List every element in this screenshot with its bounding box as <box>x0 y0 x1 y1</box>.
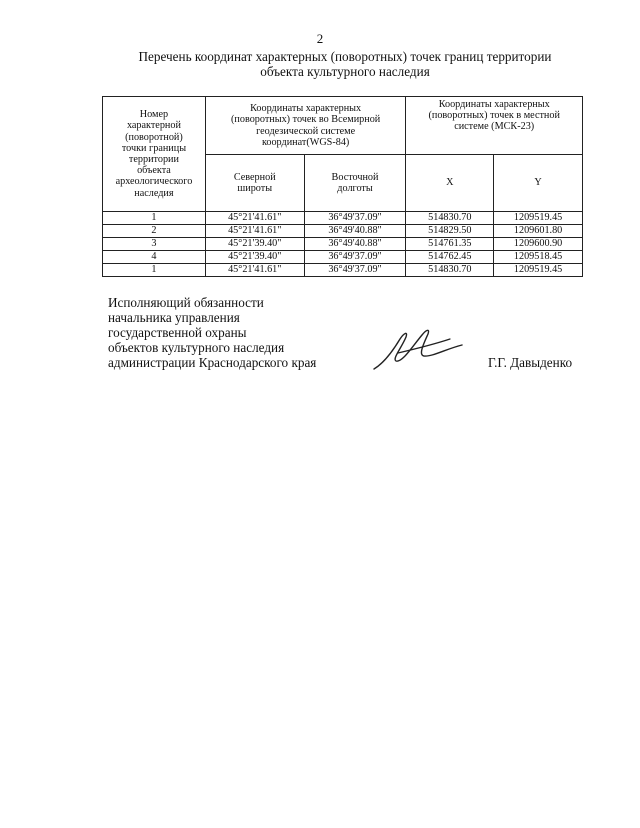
table-row <box>103 251 583 264</box>
cell-latitude: 45°21'41.61" <box>205 264 304 277</box>
handwritten-signature <box>370 325 470 378</box>
document-title <box>110 49 580 79</box>
cell-longitude: 36°49'40.88" <box>304 238 406 251</box>
cell-latitude: 45°21'39.40" <box>205 238 304 251</box>
signatory-position <box>108 295 316 370</box>
cell-longitude: 36°49'37.09" <box>304 251 406 264</box>
cell-latitude: 45°21'39.40" <box>205 251 304 264</box>
cell-longitude: 36°49'37.09" <box>304 264 406 277</box>
header-latitude: Северной широты <box>205 155 304 212</box>
cell-x: 514830.70 <box>406 212 494 225</box>
position-line: Исполняющий обязанности <box>108 295 264 310</box>
cell-x: 514761.35 <box>406 238 494 251</box>
cell-x: 514829.50 <box>406 225 494 238</box>
cell-point: 2 <box>103 225 206 238</box>
header-point-number: Номер характерной (поворотной) точки границы территории объекта археологического наследия <box>103 97 206 212</box>
title-line-1: Перечень координат характерных (поворотных) точек границ территории <box>138 49 552 64</box>
header-msk23: Координаты характерных (поворотных) точек в местной системе (МСК-23) <box>406 97 583 155</box>
cell-y: 1209518.45 <box>494 251 583 264</box>
position-line: администрации Краснодарского края <box>108 355 317 370</box>
cell-latitude: 45°21'41.61" <box>205 212 304 225</box>
cell-y: 1209601.80 <box>494 225 583 238</box>
cell-latitude: 45°21'41.61" <box>205 225 304 238</box>
table-row <box>103 225 583 238</box>
table-row <box>103 212 583 225</box>
signer-name: Г.Г. Давыденко <box>488 355 573 370</box>
header-y: Y <box>494 155 583 212</box>
cell-y: 1209519.45 <box>494 212 583 225</box>
coordinates-table <box>102 96 583 277</box>
cell-longitude: 36°49'37.09" <box>304 212 406 225</box>
header-wgs84: Координаты характерных (поворотных) точек во Всемирной геодезической системе координат(WGS-84) <box>205 97 406 155</box>
position-line: начальника управления <box>108 310 240 325</box>
title-line-2: объекта культурного наследия <box>260 64 430 79</box>
table-row <box>103 264 583 277</box>
cell-y: 1209600.90 <box>494 238 583 251</box>
cell-point: 1 <box>103 264 206 277</box>
cell-x: 514762.45 <box>406 251 494 264</box>
position-line: государственной охраны <box>108 325 247 340</box>
page-number: 2 <box>316 31 324 46</box>
header-x: X <box>406 155 494 212</box>
cell-point: 3 <box>103 238 206 251</box>
cell-longitude: 36°49'40.88" <box>304 225 406 238</box>
cell-y: 1209519.45 <box>494 264 583 277</box>
cell-point: 1 <box>103 212 206 225</box>
position-line: объектов культурного наследия <box>108 340 285 355</box>
cell-x: 514830.70 <box>406 264 494 277</box>
cell-point: 4 <box>103 251 206 264</box>
header-longitude: Восточной долготы <box>304 155 406 212</box>
table-row <box>103 238 583 251</box>
